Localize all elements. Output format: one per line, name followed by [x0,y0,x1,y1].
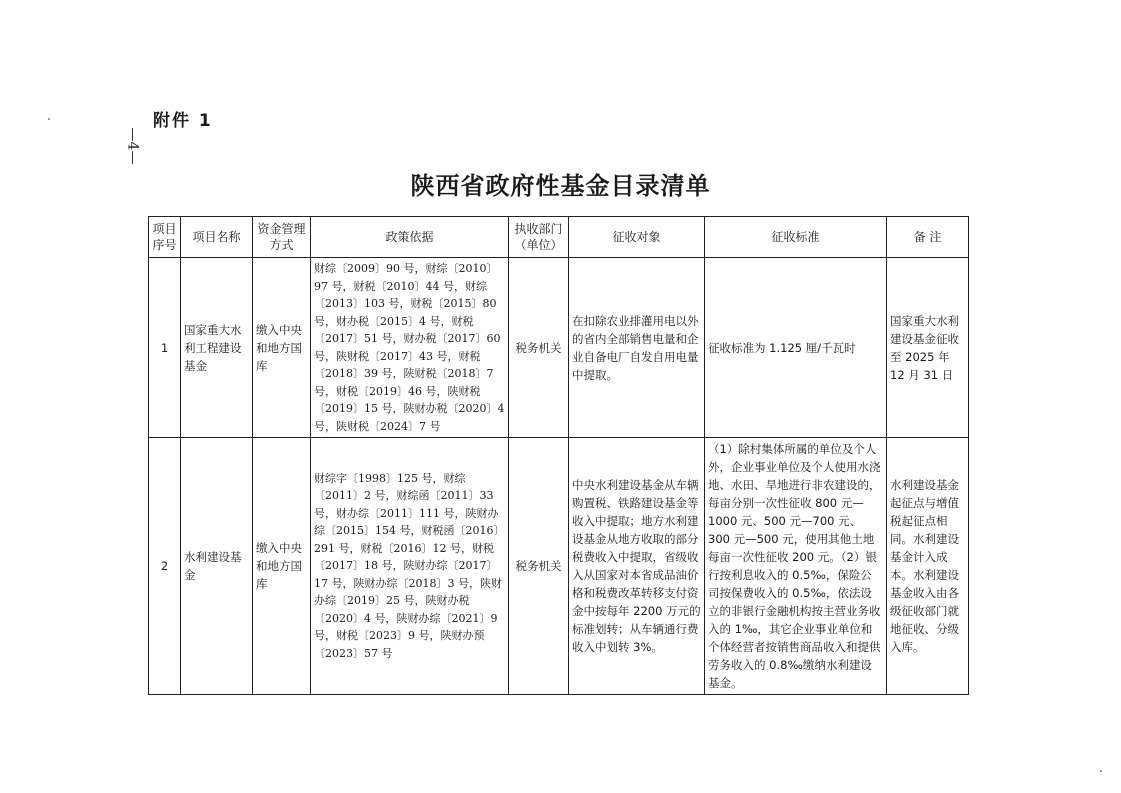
header-remark: 备 注 [887,217,969,258]
fund-catalog-table [148,216,969,695]
table-header-row [149,217,969,258]
cell-policy: 财综〔2009〕90 号，财综〔2010〕97 号，财税〔2010〕44 号，财综〔2013〕103 号，财税〔2015〕80 号，财办税〔2015〕4 号，财税〔2017〕51 号，财办税〔2017〕60 号，陕财税〔2017〕43 号，财税〔2018〕39 号，陕财税〔2018〕7 号，财税〔2019〕46 号，陕财税〔2019〕15 号，陕财办税〔2020〕4 号，陕财税〔2024〕7 号 [311,258,509,438]
cell-standard: 征收标准为 1.125 厘/千瓦时 [705,258,887,438]
cell-index: 1 [149,258,181,438]
cell-name: 国家重大水利工程建设基金 [181,258,253,438]
scan-speck [48,118,50,120]
document-title: 陕西省政府性基金目录清单 [410,171,711,200]
cell-fund-mgmt: 缴入中央和地方国库 [253,438,311,695]
cell-fund-mgmt: 缴入中央和地方国库 [253,258,311,438]
header-name: 项目名称 [181,217,253,258]
header-standard: 征收标准 [705,217,887,258]
cell-dept: 税务机关 [509,438,569,695]
scan-speck [1100,770,1102,772]
table-row [149,438,969,695]
cell-dept: 税务机关 [509,258,569,438]
cell-remark: 水利建设基金起征点与增值税起征点相同。水利建设基金计入成本。水利建设基金收入由各级征收部门就地征收、分级入库。 [887,438,969,695]
page-number: —4— [124,127,141,165]
header-dept: 执收部门 （单位） [509,217,569,258]
cell-standard: （1）除村集体所属的单位及个人外，企业事业单位及个人使用水浇地、水田、旱地进行非农建设的，每亩分别一次性征收 800 元—1000 元、500 元—700 元、300 元—500 元，使用其他土地每亩一次性征收 200 元。（2）银行按利息收入的 0.5‰，保险公司按保费收入的 0.5‰，依法设立的非银行金融机构按主营业务收入的 1‰，其它企业事业单位和个体经营者按销售商品收入和提供劳务收入的 0.8‰缴纳水利建设基金。 [705,438,887,695]
cell-index: 2 [149,438,181,695]
cell-remark: 国家重大水利建设基金征收至 2025 年 12 月 31 日 [887,258,969,438]
cell-policy: 财综字〔1998〕125 号，财综〔2011〕2 号，财综函〔2011〕33 号，财办综〔2011〕111 号，陕财办综〔2015〕154 号，财税函〔2016〕291 号，财税〔2016〕12 号，财税〔2017〕18 号，陕财办综〔2017〕17 号，陕财办综〔2018〕3 号，陕财办综〔2019〕25 号，陕财办税〔2020〕4 号，陕财办综〔2021〕9 号，财税〔2023〕9 号，陕财办预〔2023〕57 号 [311,438,509,695]
header-index: 项目 序号 [149,217,181,258]
cell-target: 中央水利建设基金从车辆购置税、铁路建设基金等收入中提取；地方水利建设基金从地方收取的部分税费收入中提取，省级收入从国家对本省成品油价格和税费改革转移支付资金中按每年 2200 万元的标准划转；从车辆通行费收入中划转 3%。 [569,438,705,695]
cell-name: 水利建设基金 [181,438,253,695]
attachment-label: 附件 1 [153,111,213,131]
header-fund-mgmt: 资金管理 方式 [253,217,311,258]
header-policy: 政策依据 [311,217,509,258]
header-target: 征收对象 [569,217,705,258]
cell-target: 在扣除农业排灌用电以外的省内全部销售电量和企业自备电厂自发自用电量中提取。 [569,258,705,438]
table-row [149,258,969,438]
